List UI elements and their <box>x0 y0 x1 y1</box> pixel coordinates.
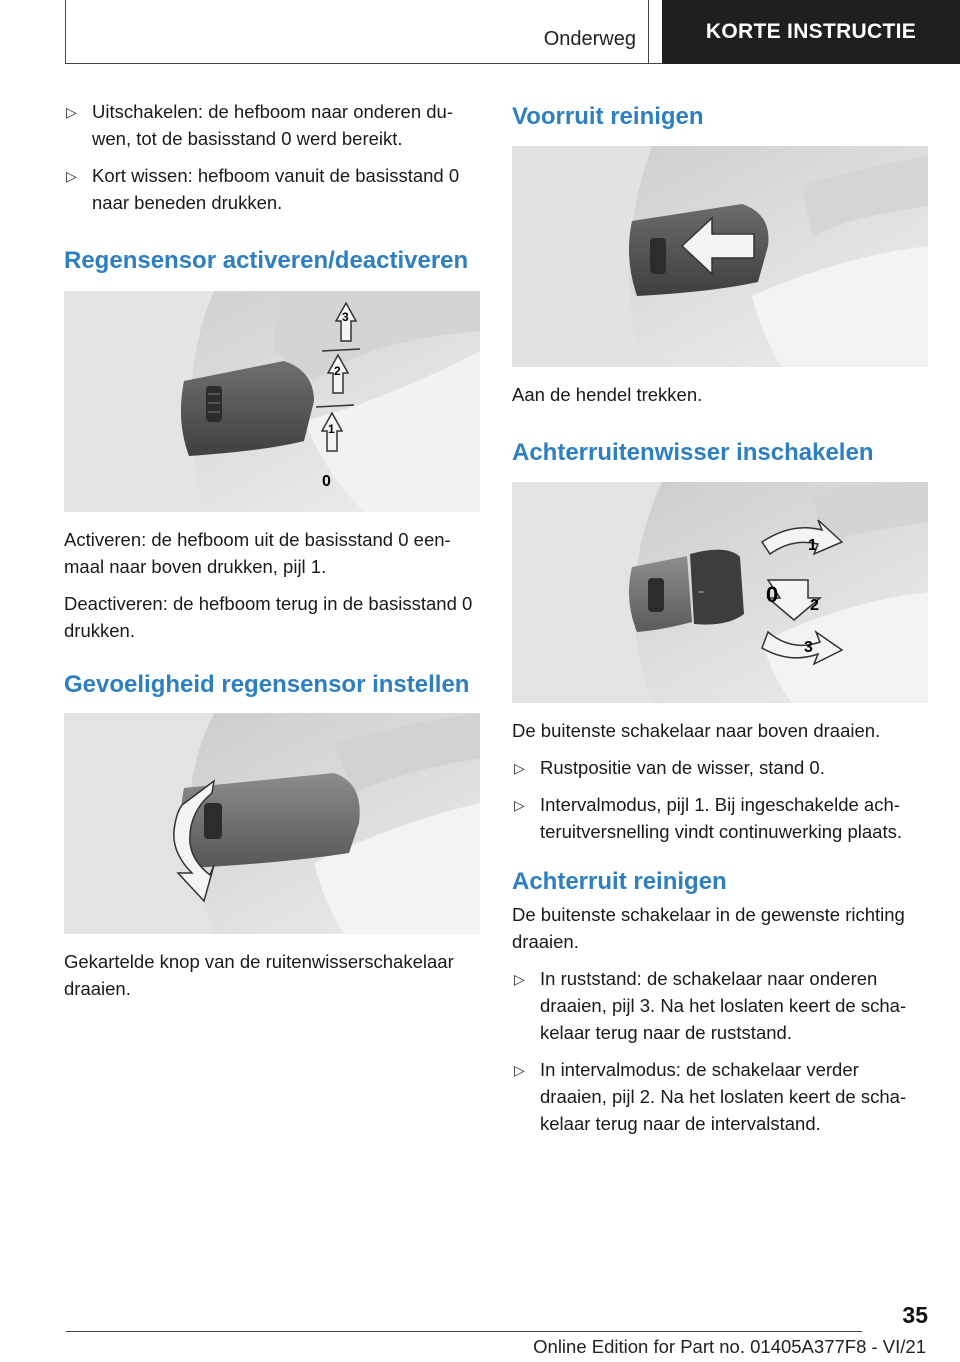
rear-wiper-text: De buitenste schakelaar naar boven draaien. <box>512 720 881 741</box>
figure-label-3: 3 <box>342 310 349 324</box>
figure-label-2: 2 <box>810 597 819 614</box>
list-item-text: Intervalmodus, pijl 1. Bij ingeschakelde achteruitversnelling vindt continuwerking plaats. <box>540 794 902 842</box>
list-item-text: Rustpositie van de wisser, stand 0. <box>540 757 825 778</box>
triangle-bullet-icon: ▷ <box>514 1062 525 1078</box>
rear-clean-bullets <box>512 965 928 1137</box>
windscreen-heading: Voorruit reinigen <box>512 103 704 130</box>
figure-label-1: 1 <box>808 537 817 554</box>
windscreen-illustration <box>512 146 928 367</box>
sensitivity-figure <box>64 713 480 934</box>
left-column <box>64 98 480 1012</box>
triangle-bullet-icon: ▷ <box>514 797 525 813</box>
triangle-bullet-icon: ▷ <box>66 104 77 120</box>
footer-rule <box>66 1331 862 1332</box>
sensitivity-text: Gekartelde knop van de ruitenwisserschakelaar draaien. <box>64 951 454 999</box>
triangle-bullet-icon: ▷ <box>66 168 77 184</box>
figure-label-0: 0 <box>322 473 331 490</box>
right-column <box>512 98 928 1147</box>
rear-clean-heading: Achterruit reinigen <box>512 868 727 895</box>
list-item <box>64 98 480 152</box>
windscreen-text: Aan de hendel trekken. <box>512 384 703 405</box>
list-item <box>512 1056 928 1137</box>
figure-label-0: 0 <box>766 582 779 607</box>
list-item-text: In ruststand: de schakelaar naar onderen draaien, pijl 3. Na het loslaten keert de schakelaar terug naar de ruststand. <box>540 968 907 1043</box>
list-item <box>512 791 928 845</box>
triangle-bullet-icon: ▷ <box>514 971 525 987</box>
rear-clean-text: De buitenste schakelaar in de gewenste richting draaien. <box>512 904 905 952</box>
rear-wiper-bullets <box>512 754 928 845</box>
header-chapter-tab[interactable] <box>662 0 960 64</box>
rain-sensor-illustration <box>64 291 480 512</box>
header-chapter-label: KORTE INSTRUCTIE <box>705 20 917 43</box>
rain-sensor-activate-text: Activeren: de hefboom uit de basisstand 0 eenmaal naar boven drukken, pijl 1. <box>64 529 451 577</box>
header-section-label[interactable]: Onderweg <box>543 28 636 50</box>
list-item-text: Kort wissen: hefboom vanuit de basisstand 0 naar beneden drukken. <box>92 165 460 213</box>
figure-label-2: 2 <box>334 364 341 378</box>
rear-wiper-figure <box>512 482 928 703</box>
figure-label-1: 1 <box>328 422 335 436</box>
list-item <box>512 754 928 781</box>
list-item-text: Uitschakelen: de hefboom naar onderen duwen, tot de basisstand 0 werd bereikt. <box>92 101 453 149</box>
list-item <box>64 162 480 216</box>
list-item-text: In intervalmodus: de schakelaar verder draaien, pijl 2. Na het loslaten keert de schakelaar terug naar de intervalstand. <box>540 1059 907 1134</box>
rear-wiper-heading: Achterruitenwisser inschakelen <box>512 439 874 466</box>
triangle-bullet-icon: ▷ <box>514 760 525 776</box>
wiper-bullets <box>64 98 480 216</box>
sensitivity-heading: Gevoeligheid regensensor instellen <box>64 671 470 698</box>
windscreen-figure <box>512 146 928 367</box>
header-left-line <box>65 0 66 64</box>
rain-sensor-heading: Regensensor activeren/deactiveren <box>64 247 469 274</box>
footer-edition: Online Edition for Part no. 01405A377F8 - VI/21 <box>533 1336 926 1357</box>
list-item <box>512 965 928 1046</box>
rain-sensor-deactivate-text: Deactiveren: de hefboom terug in de basisstand 0 drukken. <box>64 593 473 641</box>
figure-label-3: 3 <box>804 639 813 656</box>
sensitivity-illustration <box>64 713 480 934</box>
header-divider <box>648 0 649 64</box>
page-number: 35 <box>902 1302 928 1328</box>
rain-sensor-figure <box>64 291 480 512</box>
rear-wiper-illustration <box>512 482 928 703</box>
